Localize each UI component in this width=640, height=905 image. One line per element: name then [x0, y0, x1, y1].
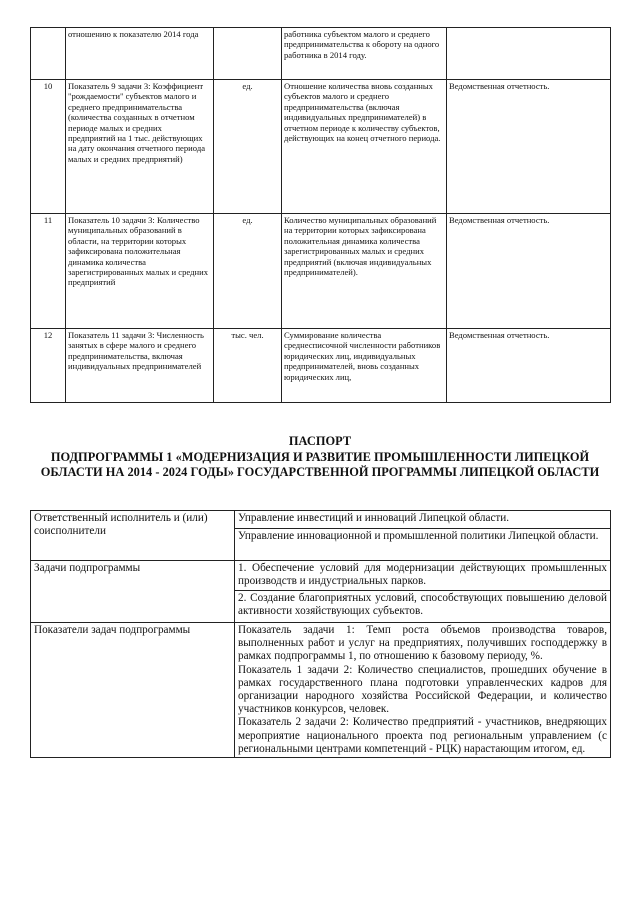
- table-row: [31, 214, 611, 329]
- table-row: [31, 623, 611, 758]
- calculation-method: работника субъектом малого и среднего предпринимательства к обороту на одного работника в 2014 году.: [282, 28, 447, 80]
- table-row: [31, 511, 611, 529]
- data-source: Ведомственная отчетность.: [447, 329, 611, 403]
- task-item: 1. Обеспечение условий для модернизации действующих промышленных производств и индустриальных парков.: [235, 561, 611, 591]
- row-number: 11: [31, 214, 66, 329]
- passport-subheading: ПОДПРОГРАММЫ 1 «МОДЕРНИЗАЦИЯ И РАЗВИТИЕ ПРОМЫШЛЕННОСТИ ЛИПЕЦКОЙ ОБЛАСТИ НА 2014 - 2024 ГОДЫ» ГОСУДАРСТВЕННОЙ ПРОГРАММЫ ЛИПЕЦКОЙ ОБЛАСТИ: [40, 449, 600, 479]
- passport-heading: ПАСПОРТ: [288, 434, 352, 448]
- calculation-method: Суммирование количества среднесписочной численности работников юридических лиц, индивидуальных предпринимателей, вновь созданных юридических лиц,: [282, 329, 447, 403]
- table-row: [31, 28, 611, 80]
- indicator-unit: тыс. чел.: [214, 329, 282, 403]
- row-number: 12: [31, 329, 66, 403]
- indicators-label: Показатели задач подпрограммы: [31, 623, 235, 758]
- indicator-unit: ед.: [214, 214, 282, 329]
- indicator-name: Показатель 9 задачи 3: Коэффициент "рождаемости" субъектов малого и среднего предпринимательства (количества созданных в отчетном периоде малых и средних предприятий на 1 тыс. действующих на дату окончания отчетного периода малых и средних предприятий): [66, 80, 214, 214]
- indicator-unit: ед.: [214, 80, 282, 214]
- responsible-value: Управление инновационной и промышленной политики Липецкой области.: [235, 529, 611, 561]
- data-source: [447, 28, 611, 80]
- indicator-item: Показатель задачи 1: Темп роста объемов производства товаров, выполненных работ и услуг на предприятиях, получивших господдержку в рамках подпрограммы 1, по отношению к базовому периоду, %.: [238, 624, 607, 663]
- calculation-method: Количество муниципальных образований на территории которых зафиксирована положительная динамика количества зарегистрированных малых и средних предприятий (включая индивидуальных предпринимателей).: [282, 214, 447, 329]
- indicators-table: [30, 27, 611, 403]
- passport-title: [30, 434, 610, 481]
- table-row: [31, 329, 611, 403]
- indicators-list: [235, 623, 611, 758]
- table-row: [31, 561, 611, 591]
- indicator-item: Показатель 1 задачи 2: Количество специалистов, прошедших обучение в рамках государственного плана подготовки управленческих кадров для организации народного хозяйства Российской Федерации, и количество участников конкурсов, человек.: [238, 663, 607, 716]
- row-number: 10: [31, 80, 66, 214]
- data-source: Ведомственная отчетность.: [447, 80, 611, 214]
- calculation-method: Отношение количества вновь созданных субъектов малого и среднего предпринимательства (включая индивидуальных предпринимателей) в отчетном периоде к количеству субъектов, действующих на конец отчетного периода.: [282, 80, 447, 214]
- passport-table: [30, 510, 611, 758]
- indicator-name: Показатель 10 задачи 3: Количество муниципальных образований в области, на территории которых зафиксирована положительная динамика количества зарегистрированных малых и средних предприятий: [66, 214, 214, 329]
- indicator-unit: [214, 28, 282, 80]
- indicator-name: отношению к показателю 2014 года: [66, 28, 214, 80]
- responsible-label: Ответственный исполнитель и (или) соисполнители: [31, 511, 235, 561]
- indicator-name: Показатель 11 задачи 3: Численность занятых в сфере малого и среднего предпринимательства, включая индивидуальных предпринимателей: [66, 329, 214, 403]
- tasks-label: Задачи подпрограммы: [31, 561, 235, 623]
- responsible-value: Управление инвестиций и инноваций Липецкой области.: [235, 511, 611, 529]
- task-item: 2. Создание благоприятных условий, способствующих повышению деловой активности хозяйствующих субъектов.: [235, 591, 611, 623]
- row-number: [31, 28, 66, 80]
- data-source: Ведомственная отчетность.: [447, 214, 611, 329]
- indicator-item: Показатель 2 задачи 2: Количество предприятий - участников, внедряющих мероприятие национального проекта под региональным управлением (с региональными центрами компетенций - РЦК) нарастающим итогом, ед.: [238, 716, 607, 755]
- table-row: [31, 80, 611, 214]
